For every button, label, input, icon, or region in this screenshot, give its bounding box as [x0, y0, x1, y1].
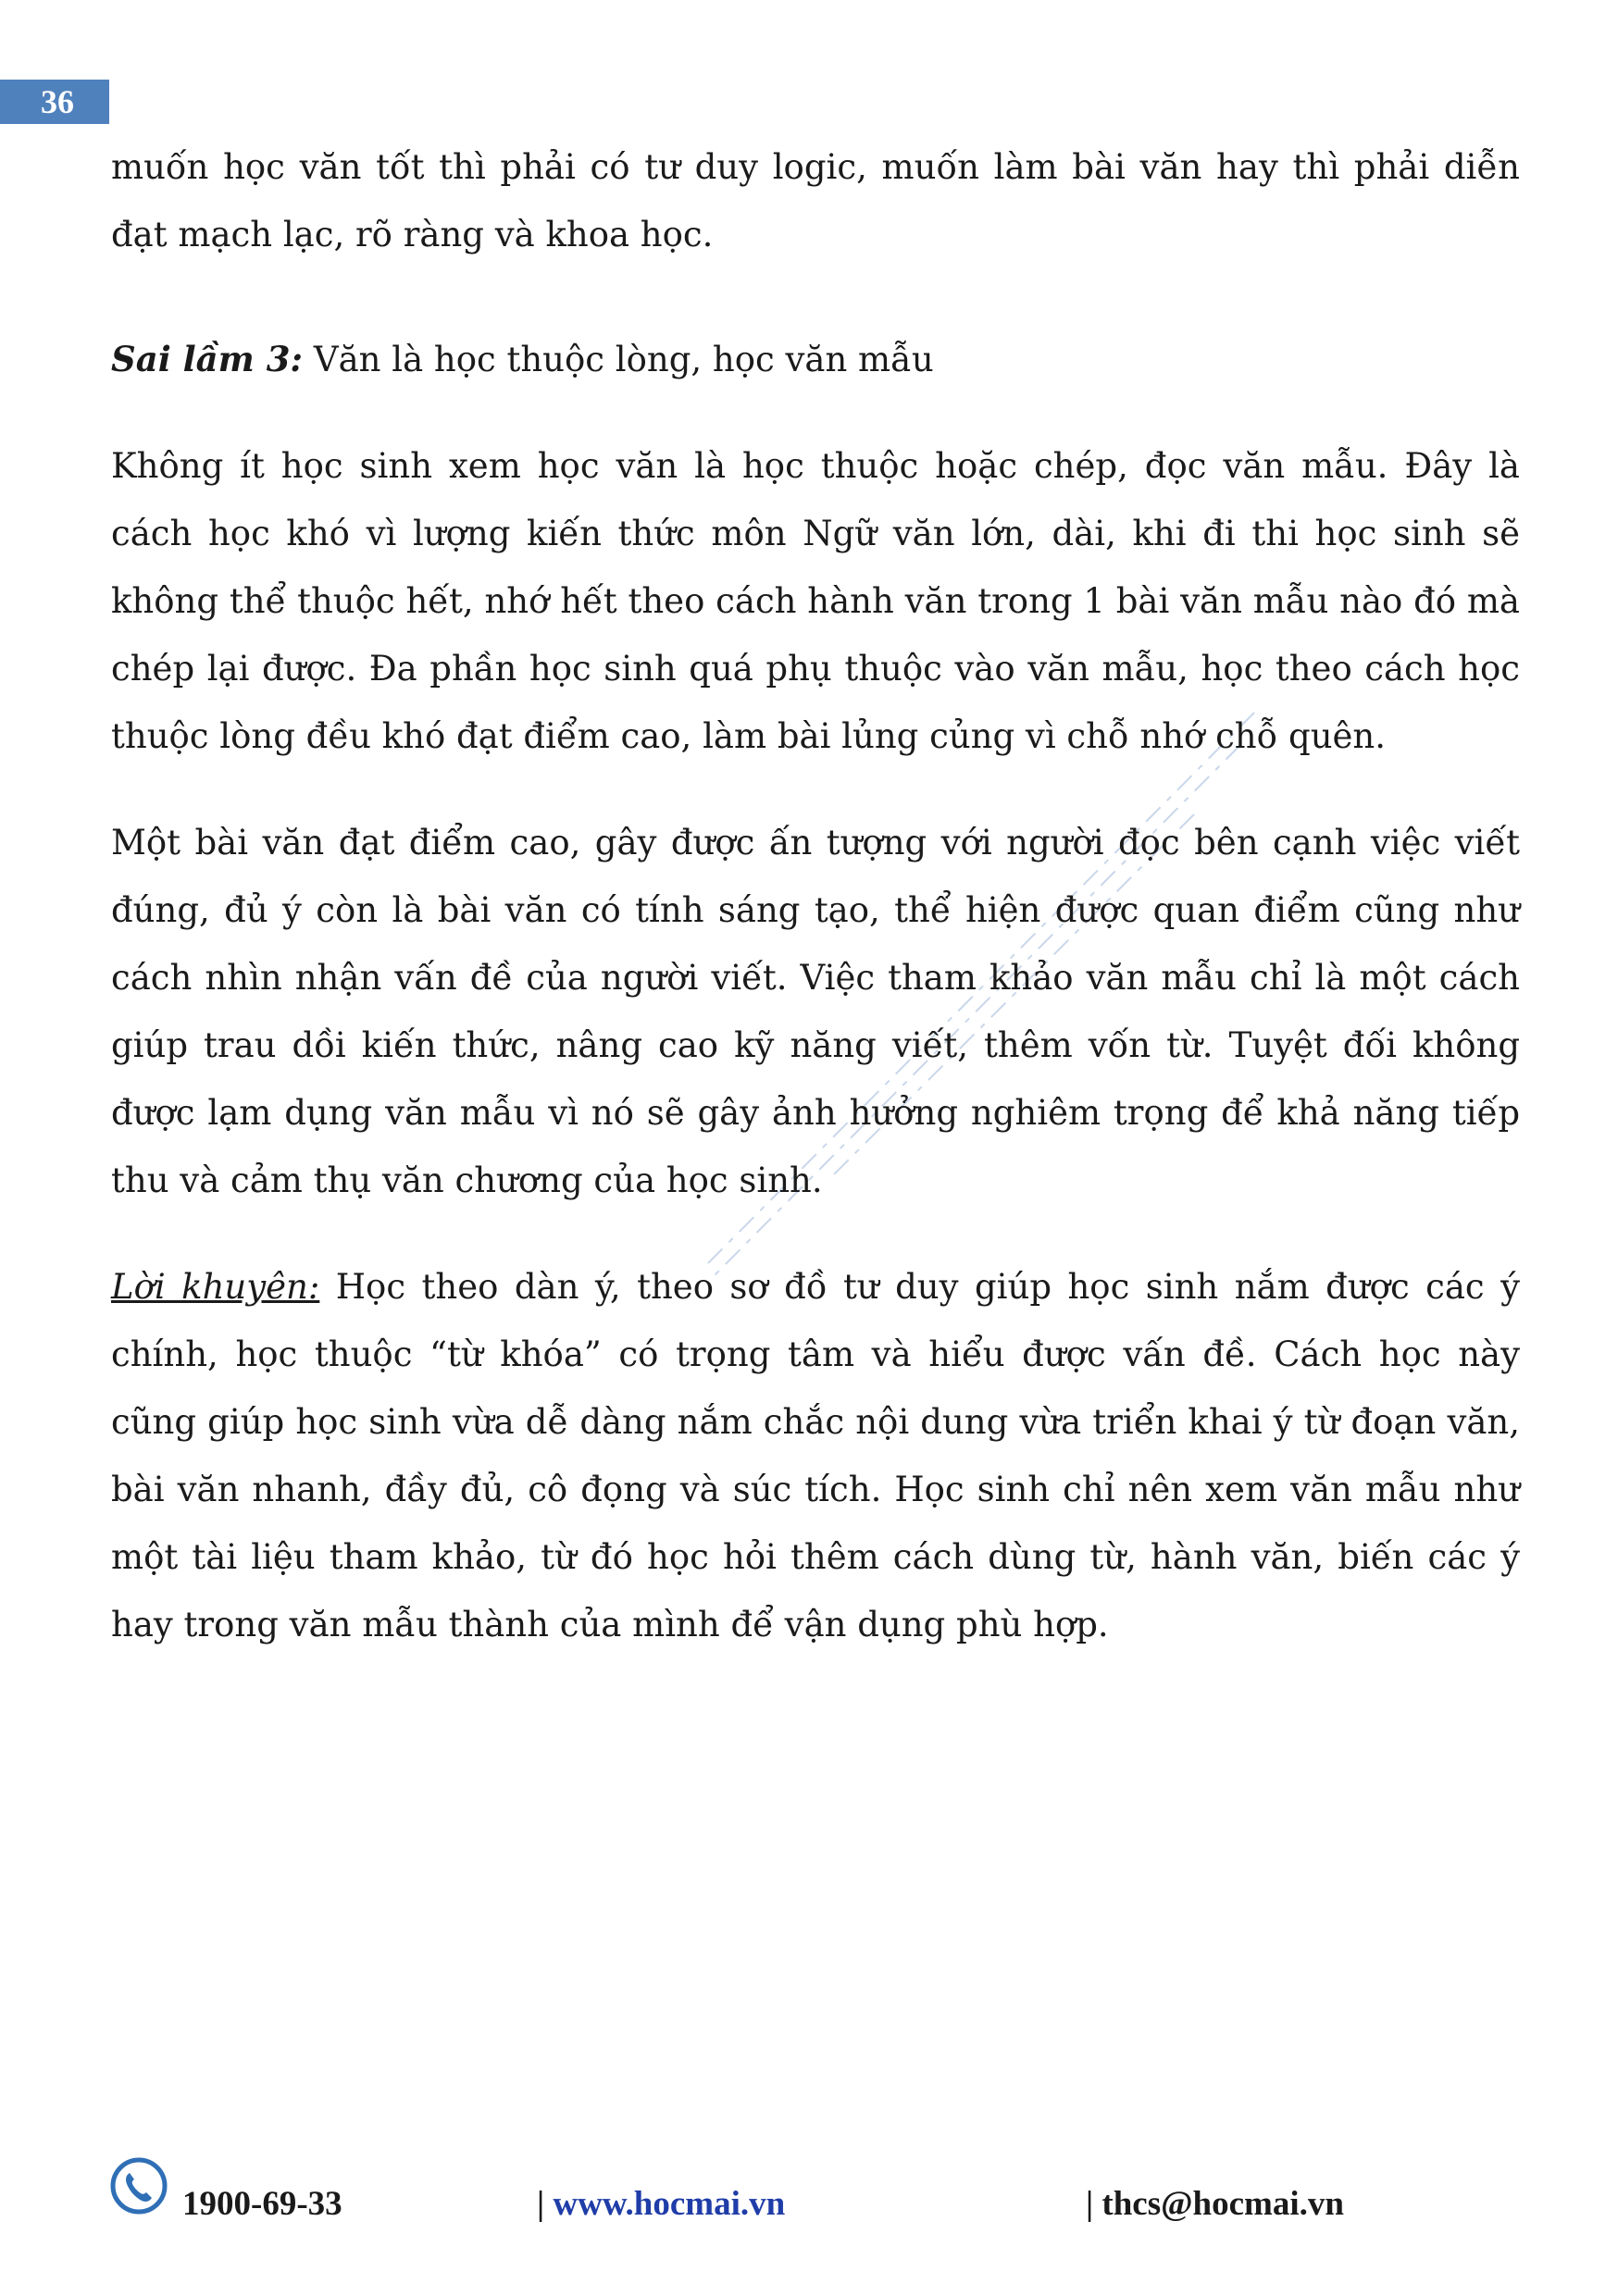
page-footer	[0, 2147, 1618, 2240]
email-link[interactable]: thcs@hocmai.vn	[1101, 2185, 1344, 2223]
footer-email[interactable]	[1086, 2184, 1344, 2224]
advice-text: Học theo dàn ý, theo sơ đồ tư duy giúp học sinh nắm được các ý chính, học thuộc “từ khóa” có trọng tâm và hiểu được vấn đề. Cách học này cũng giúp học sinh vừa dễ dàng nắm chắc nội dung vừa triển khai ý từ đoạn văn, bài văn nhanh, đầy đủ, cô đọng và súc tích. Học sinh chỉ nên xem văn mẫu như một tài liệu tham khảo, từ đó học hỏi thêm cách dùng từ, hành văn, biến các ý hay trong văn mẫu thành của mình để vận dụng phù hợp.	[111, 1267, 1520, 1644]
footer-website[interactable]	[537, 2184, 785, 2224]
section-title: Văn là học thuộc lòng, học văn mẫu	[303, 340, 934, 379]
phone-icon	[109, 2156, 168, 2215]
footer-phone: 1900-69-33	[182, 2185, 342, 2223]
website-link[interactable]: www.hocmai.vn	[553, 2185, 786, 2223]
footer-separator-2: |	[1086, 2185, 1102, 2223]
advice-paragraph	[111, 1253, 1520, 1658]
advice-label: Lời khuyên:	[111, 1267, 320, 1307]
paragraph-2: Một bài văn đạt điểm cao, gây được ấn tượng với người đọc bên cạnh việc viết đúng, đủ ý còn là bài văn có tính sáng tạo, thể hiện được quan điểm cũng như cách nhìn nhận vấn đề của người viết. Việc tham khảo văn mẫu chỉ là một cách giúp trau dồi kiến thức, nâng cao kỹ năng viết, thêm vốn từ. Tuyệt đối không được lạm dụng văn mẫu vì nó sẽ gây ảnh hưởng nghiêm trọng để khả năng tiếp thu và cảm thụ văn chương của học sinh.	[111, 823, 1520, 1200]
page-number: 36	[41, 83, 74, 120]
paragraph-1: Không ít học sinh xem học văn là học thuộc hoặc chép, đọc văn mẫu. Đây là cách học khó vì lượng kiến thức môn Ngữ văn lớn, dài, khi đi thi học sinh sẽ không thể thuộc hết, nhớ hết theo cách hành văn trong 1 bài văn mẫu nào đó mà chép lại được. Đa phần học sinh quá phụ thuộc vào văn mẫu, học theo cách học thuộc lòng đều khó đạt điểm cao, làm bài lủng củng vì chỗ nhớ chỗ quên.	[111, 446, 1520, 756]
page-number-badge	[0, 80, 109, 124]
intro-paragraph: muốn học văn tốt thì phải có tư duy logic, muốn làm bài văn hay thì phải diễn đạt mạch lạc, rõ ràng và khoa học.	[111, 147, 1520, 254]
section-heading	[111, 326, 1520, 393]
footer-separator: |	[537, 2185, 554, 2223]
section-label: Sai lầm 3:	[111, 339, 304, 379]
document-body	[111, 133, 1520, 1658]
